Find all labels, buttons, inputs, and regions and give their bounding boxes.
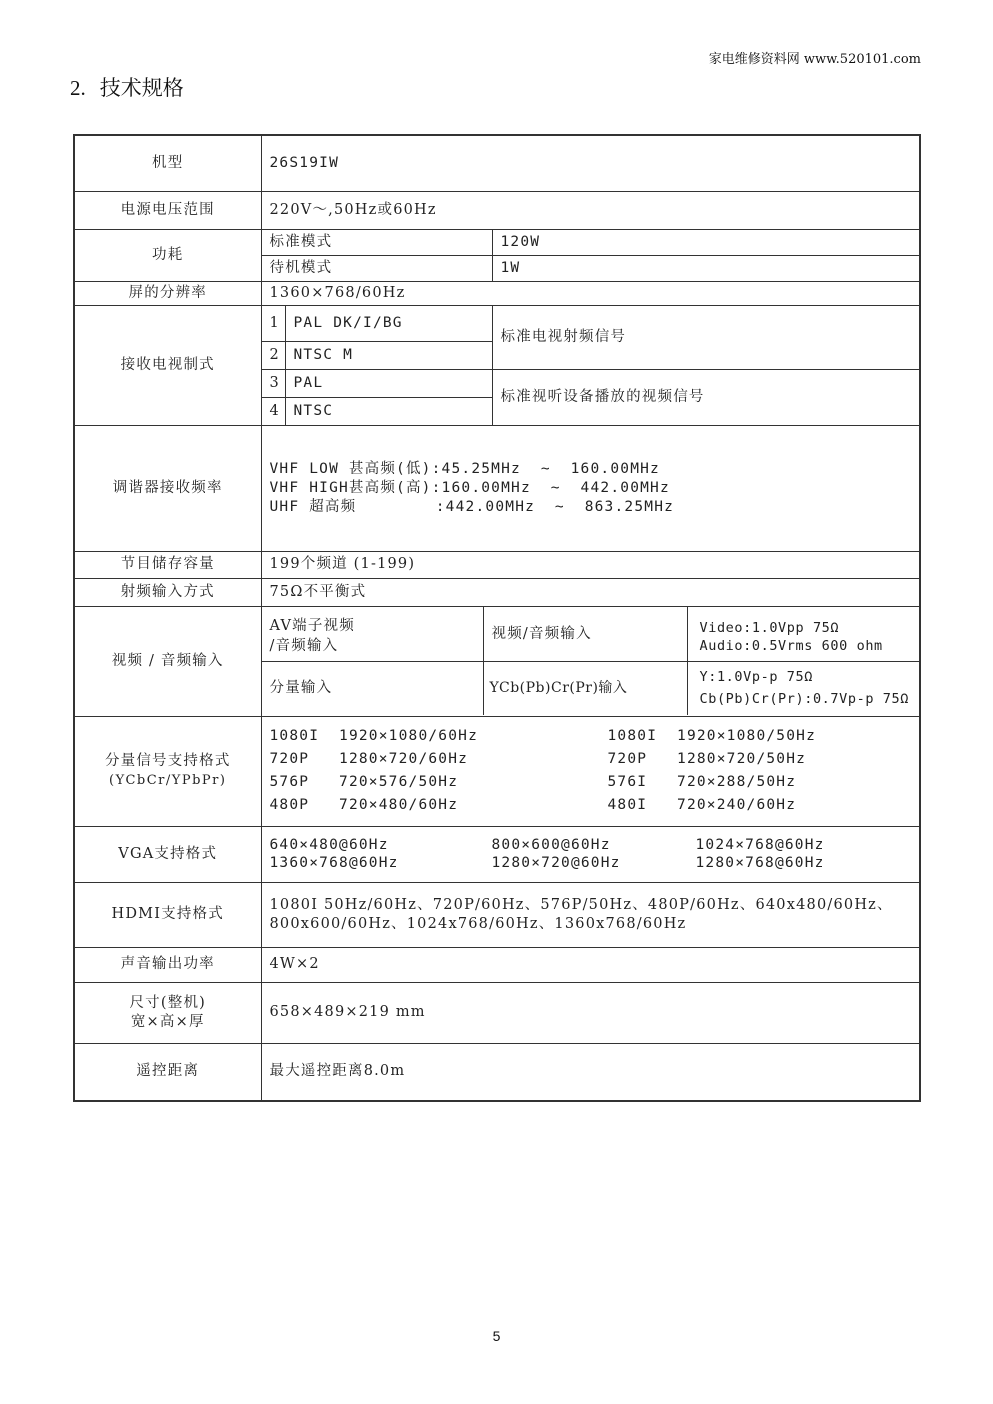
tuner-row	[74, 425, 920, 551]
power-mode-standby: 待机模式	[261, 255, 492, 281]
tv-system-index-3: 3	[261, 369, 285, 397]
hdmi-formats-row	[74, 882, 920, 947]
vga-item: 1024×768@60Hz	[695, 837, 825, 853]
resolution-row	[74, 281, 920, 305]
tv-system-group-rf: 标准电视射频信号	[492, 305, 920, 369]
tv-system-index-1: 1	[261, 305, 285, 341]
page-number: 5	[492, 1328, 501, 1344]
storage-value: 199个频道 (1-199)	[261, 551, 920, 578]
tv-system-label: 接收电视制式	[74, 305, 261, 425]
av-terminal-type: 视频/音频输入	[484, 607, 688, 662]
power-value-standby: 1W	[492, 255, 920, 281]
format-item: 720P 1280×720/50Hz	[607, 751, 807, 767]
component-spec-cbcr: Cb(Pb)Cr(Pr):0.7Vp-p 75Ω	[699, 691, 909, 707]
section-heading	[70, 72, 184, 102]
dimensions-value: 658×489×219 mm	[261, 982, 920, 1043]
voltage-row	[74, 191, 920, 229]
av-input-grid	[262, 607, 920, 715]
hdmi-line-2: 800x600/60Hz、1024x768/60Hz、1360x768/60Hz	[269, 915, 687, 932]
site-watermark: 家电维修资料网 www.520101.com	[708, 52, 921, 67]
vga-formats-list	[261, 826, 920, 882]
component-formats-list	[261, 716, 920, 826]
component-input-spec	[688, 662, 921, 715]
tv-system-value-1: PAL DK/I/BG	[285, 305, 492, 341]
tv-system-index-4: 4	[261, 397, 285, 425]
vga-item: 1280×768@60Hz	[695, 855, 825, 871]
av-input-label: 视频 / 音频输入	[74, 606, 261, 716]
model-label: 机型	[74, 135, 261, 191]
component-formats-row	[74, 716, 920, 826]
tv-system-index-2: 2	[261, 341, 285, 369]
tuner-line-vhf-high: VHF HIGH甚高频(高):160.00MHz ~ 442.00MHz	[269, 479, 670, 496]
section-title: 技术规格	[99, 76, 184, 100]
voltage-value: 220V～,50Hz或60Hz	[261, 191, 920, 229]
component-spec-y: Y:1.0Vp-p 75Ω	[699, 669, 813, 685]
remote-label: 遥控距离	[74, 1043, 261, 1101]
remote-value: 最大遥控距离8.0m	[261, 1043, 920, 1101]
vga-item: 640×480@60Hz	[269, 837, 389, 853]
power-mode-standard: 标准模式	[261, 229, 492, 255]
vga-item: 1360×768@60Hz	[269, 855, 399, 871]
audio-output-label: 声音输出功率	[74, 947, 261, 982]
power-row-standard	[74, 229, 920, 255]
tuner-line-vhf-low: VHF LOW 甚高频(低):45.25MHz ~ 160.00MHz	[269, 460, 660, 477]
rf-input-value: 75Ω不平衡式	[261, 578, 920, 606]
format-item: 576I 720×288/50Hz	[607, 774, 797, 790]
audio-output-value: 4W×2	[261, 947, 920, 982]
format-item: 576P 720×576/50Hz	[269, 774, 459, 790]
format-item: 1080I 1920×1080/50Hz	[607, 728, 817, 744]
component-formats-grid	[270, 727, 912, 815]
av-terminal-spec-audio: Audio:0.5Vrms 600 ohm	[699, 638, 883, 654]
av-terminal-spec	[688, 607, 921, 662]
rf-input-label: 射频输入方式	[74, 578, 261, 606]
av-input-row	[74, 606, 920, 716]
vga-item: 800×600@60Hz	[491, 837, 611, 853]
tv-system-row-1	[74, 305, 920, 341]
remote-row	[74, 1043, 920, 1101]
component-formats-label	[74, 716, 261, 826]
power-value-standard: 120W	[492, 229, 920, 255]
spec-table	[73, 134, 921, 1102]
rf-input-row	[74, 578, 920, 606]
tv-system-group-av: 标准视听设备播放的视频信号	[492, 369, 920, 425]
hdmi-formats-list	[261, 882, 920, 947]
storage-label: 节目储存容量	[74, 551, 261, 578]
tv-system-value-4: NTSC	[285, 397, 492, 425]
dimensions-label	[74, 982, 261, 1043]
resolution-label: 屏的分辨率	[74, 281, 261, 305]
format-item: 720P 1280×720/60Hz	[269, 751, 469, 767]
format-item: 480I 720×240/60Hz	[607, 797, 797, 813]
tuner-ranges	[261, 425, 920, 551]
component-formats-sublabel: (YCbCr/YPbPr)	[109, 773, 227, 788]
dimensions-label-line1: 尺寸(整机)	[129, 994, 206, 1011]
resolution-value: 1360×768/60Hz	[261, 281, 920, 305]
vga-item: 1280×720@60Hz	[491, 855, 621, 871]
tuner-line-uhf: UHF 超高频 :442.00MHz ~ 863.25MHz	[269, 498, 675, 515]
dimensions-label-line2: 宽×高×厚	[130, 1013, 205, 1030]
storage-row	[74, 551, 920, 578]
av-terminal-name	[262, 607, 484, 662]
vga-formats-row	[74, 826, 920, 882]
model-value: 26S19IW	[261, 135, 920, 191]
av-terminal-name-line1: AV端子视频	[269, 618, 355, 634]
tv-system-value-3: PAL	[285, 369, 492, 397]
tv-system-value-2: NTSC M	[285, 341, 492, 369]
av-input-detail	[261, 606, 920, 716]
component-input-name: 分量输入	[262, 662, 484, 715]
format-item: 1080I 1920×1080/60Hz	[269, 728, 479, 744]
hdmi-line-1: 1080I 50Hz/60Hz、720P/60Hz、576P/50Hz、480P/60Hz、640x480/60Hz、	[269, 896, 893, 913]
tuner-label: 调谐器接收频率	[74, 425, 261, 551]
vga-formats-label: VGA支持格式	[74, 826, 261, 882]
component-formats-title: 分量信号支持格式	[104, 753, 231, 769]
audio-output-row	[74, 947, 920, 982]
voltage-label: 电源电压范围	[74, 191, 261, 229]
av-terminal-name-line2: /音频输入	[269, 638, 339, 654]
vga-formats-grid	[270, 836, 912, 872]
model-row	[74, 135, 920, 191]
format-item: 480P 720×480/60Hz	[269, 797, 459, 813]
section-number: 2.	[70, 76, 86, 100]
hdmi-formats-label: HDMI支持格式	[74, 882, 261, 947]
component-input-type: YCb(Pb)Cr(Pr)输入	[484, 662, 688, 715]
dimensions-row	[74, 982, 920, 1043]
power-label: 功耗	[74, 229, 261, 281]
av-terminal-spec-video: Video:1.0Vpp 75Ω	[699, 620, 840, 636]
